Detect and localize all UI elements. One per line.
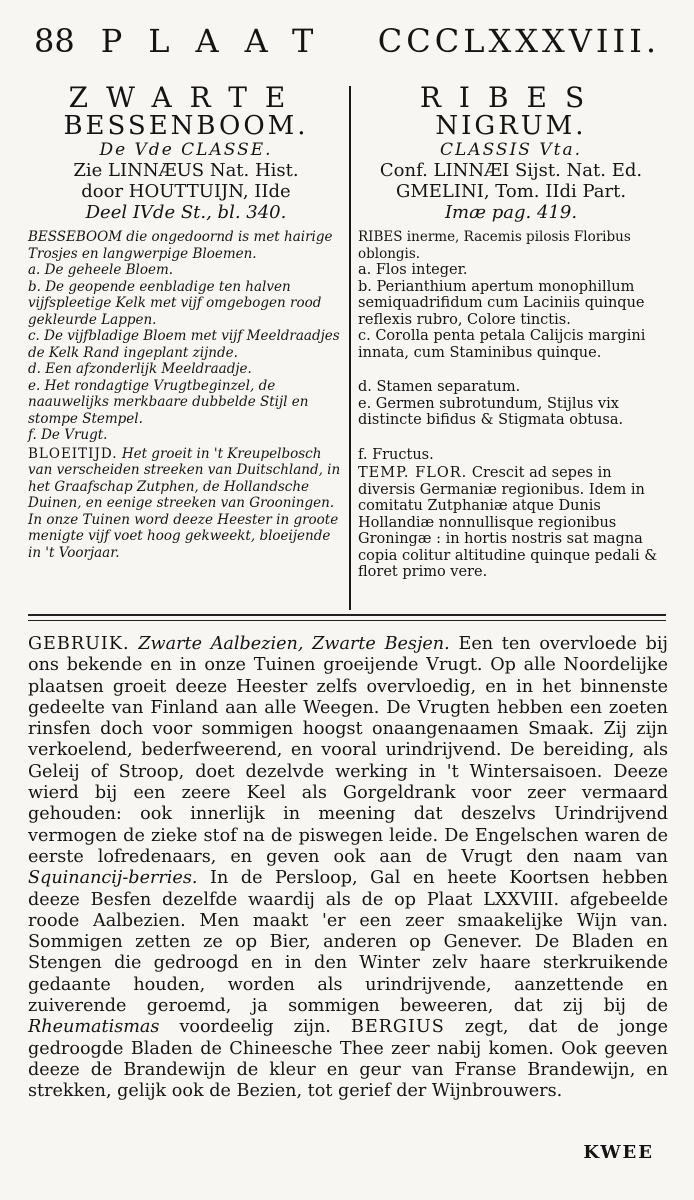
dutch-ref-line1: Zie LINNÆUS Nat. Hist. [73,160,299,181]
catchword: KWEE [583,1142,654,1163]
plate-number: CCCLXXXVIII. [377,22,660,60]
dutch-item-d: d. Een afzonderlijk Meeldraadje. [28,361,252,377]
gebruik-text-2: In de Persloop, Gal en heete Koortsen hebben deeze Besfen dezelfde waardij als de op Plaat LXXVIII. afgebeelde roode Aalbezien. Men maakt 'er een zeer smaakelijke Wijn van. Sommigen zetten ze op Bier, anderen op Genever. De Bladen en Stengen die gedroogd en in den Winter zelv haare sterkruikende gedaante houden, worden als urindrijvende, aanzettende en zuiverende geroemd, ja sommigen beweeren, dat zij bij de [28,868,668,1017]
latin-item-a: a. Flos integer. [358,262,468,278]
column-divider [349,86,351,610]
gebruik-label: GEBRUIK. [28,634,130,654]
latin-item-f: f. Fructus. [358,446,434,463]
dutch-item-c: c. De vijfbladige Bloem met vijf Meeldraadjes de Kelk Rand ingeplant zijnde. [28,328,340,361]
section-rule-bottom [28,620,666,621]
page-number: 88 [34,22,75,60]
dutch-item-b: b. De geopende eenbladige ten halven vijfspleetige Kelk met vijf omgebogen rood gekleurde Lappen. [28,278,322,328]
dutch-item-a: a. De geheele Bloem. [28,262,174,278]
dutch-ref-line2: door HOUTTUIJN, IIde [81,181,291,202]
latin-ref-line2: GMELINI, Tom. IIdi Part. [395,181,627,202]
page-header [34,22,660,82]
gebruik-text-4: zegt, dat de jonge gedroogde Bladen de Chineesche Thee zeer nabij komen. Ook geeven deeze de Brandewijn de kleur en geur van Franse Brandewijn, en strekken, gelijk ook de Bezien, tot gerief der Wijnbrouwers. [28,1017,669,1102]
dutch-column [28,81,344,561]
section-rule-top [28,614,666,616]
dutch-title-line1: ZWARTE [68,81,304,114]
gebruik-text-1: Een ten overvloede bij ons bekende en in onze Tuinen groeijende Vrugt. Op alle Noordelijke plaatsen groeit deeze Heester zelfs overvloedig, en in het binnenste gedeelte van Finland aan alle Weegen. De Vrugten hebben een zoeten rinsfen doch voor sommigen hoogst onaangenaamen Smaak. Zij zijn verkoelend, bederfweerend, en vooral urindrijvend. De bereiding, als Geleij of Stroop, doet dezelvde werking in 't Wintersaisoen. Deeze wierd bij een zeere Keel als Gorgeldrank voor zeer vermaard gehouden: ook innerlijk in meening dat deszelvs Urindrijvend vermogen de zieke stof na de piswegen leide. De Engelschen waren de eerste lofredenaars, en geven ook aan de Vrugt den naam van [28,634,669,867]
latin-title-line2: NIGRUM. [435,111,587,141]
dutch-item-e: e. Het rondagtige Vrugtbeginzel, de naauwelijks merkbaare dubbelde Stijl en stompe Stempel. [28,377,309,427]
latin-class: CLASSIS Vta. [440,140,582,160]
latin-ref-line3: Imæ pag. 419. [444,202,578,223]
latin-item-c: c. Corolla penta petala Calijcis margini innata, cum Staminibus quinque. [358,328,646,361]
gebruik-paragraph [28,634,668,1103]
dutch-item-f: f. De Vrugt. [28,427,108,443]
latin-flowering-label: TEMP. FLOR. [358,465,468,481]
dutch-class: De Vde CLASSE. [99,140,273,160]
dutch-ref-line3: Deel IVde St., bl. 340. [85,202,287,223]
latin-flowering-text: Crescit ad sepes in diversis Germaniæ regionibus. Idem in comitatu Zutphaniæ atque Dunis Hollandiæ nonnullisque regionibus Groningæ : in hortis nostris sat magna copia colitur altitudine quinque pedali & floret primo vere. [358,465,658,580]
latin-column [358,81,664,581]
dutch-description: BESSEBOOM die ongedoornd is met hairige Trosjes en langwerpige Bloemen. [28,229,333,262]
gebruik-text-3: voordeelig zijn. [179,1017,331,1038]
gebruik-names: Zwarte Aalbezien, Zwarte Besjen. [138,634,450,654]
latin-item-e: e. Germen subrotundum, Stijlus vix distincte bifidus & Stigmata obtusa. [358,395,624,428]
latin-title-line1: RIBES [419,81,603,114]
latin-ref-line1: Conf. LINNÆI Sijst. Nat. Ed. [379,160,643,181]
dutch-flowering-label: BLOEITIJD. [28,445,118,462]
gebruik-bergius: BERGIUS [350,1017,445,1038]
dutch-flowering-text: Het groeit in 't Kreupelbosch van verscheiden streeken van Duitschland, in het Graafschap Zutphen, de Hollandsche Duinen, en eenige streeken van Grooningen. In onze Tuinen word deeze Heester in groote menigte vijf voet hoog gekweekt, bloeijende in 't Voorjaar. [28,445,341,561]
latin-item-b: b. Perianthium apertum monophillum semiquadrifidum cum Laciniis quinque reflexis rubro, Colore tinctis. [358,278,645,328]
dutch-title-line2: BESSENBOOM. [63,111,309,141]
gebruik-squinancij: Squinancij-berries. [28,868,198,889]
plate-label: PLAAT [100,22,340,60]
latin-description: RIBES inerme, Racemis pilosis Floribus oblongis. [358,229,631,262]
gebruik-rheumatismas: Rheumatismas [28,1017,160,1038]
latin-item-d: d. Stamen separatum. [358,379,521,395]
